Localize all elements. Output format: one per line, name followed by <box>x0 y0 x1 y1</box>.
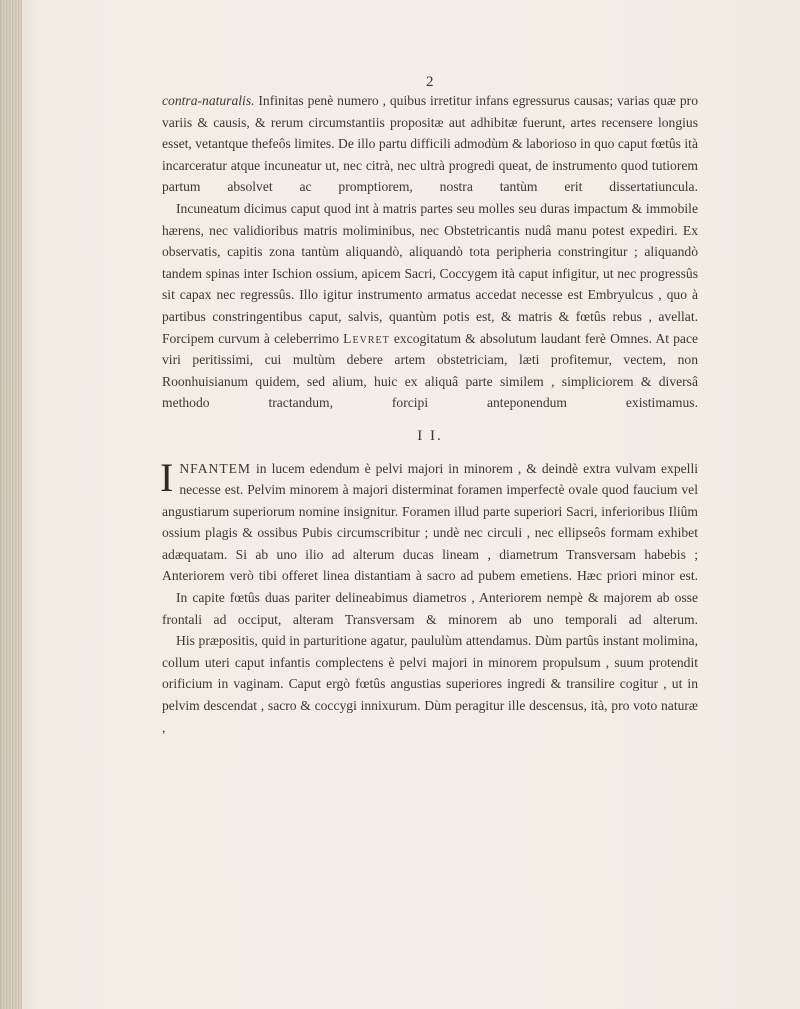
paragraph-section-2 <box>162 587 698 630</box>
section-heading: I I. <box>417 427 443 444</box>
author-name: Levret <box>343 330 390 346</box>
paragraph-text: His præpositis, quid in parturitione agatur, paululùm attendamus. Dùm partûs instant molimina, collum uteri caput infantis complectens è pelvi majori in minorem propulsum , suum protendit orificium in vaginam. Caput ergò fœtûs angustias superiores ingredi & transilire cogitur , ut in pelvim descendat , sacro & coccygi innixurum. Dùm peragitur ille descensus, ità, pro voto naturæ , <box>162 633 698 735</box>
lead-word: NFANTEM <box>179 460 252 476</box>
paragraph-text: in lucem edendum è pelvi majori in minorem , & deindè extra vulvam expelli necesse est. Pelvim minorem à majori disterminat foramen imperfectè ovale quod faucium vel angustiarum superiorum nomine insignitur. Foramen illud parte superiori Sacri, inferioribus Iliûm ossium plagis & ossibus Pubis circumscribitur ; undè nec circuli , nec ellipseôs formam exhibet adæquatam. Si ab uno ilio ad alterum ducas lineam , diametrum Transversam habebis ; Anteriorem verò tibi offeret linea distantiam à sacro ad pubem emetiens. Hæc priori minor est. <box>162 460 698 584</box>
body-text <box>162 90 698 738</box>
paragraph-text: Incuneatum dicimus caput quod int à matris partes seu molles seu duras impactum & immobile hærens, nec validioribus matris moliminibus, nec Obstetricantis nudâ manu potest expediri. Ex observatis, capitis zona tantùm aliquandò, aliquandò tota peripheria constringitur ; aliquandò tandem spinas inter Ischion ossium, apicem Sacri, Coccygem ità caput infigitur, ut nec progressûs sit capax nec regressûs. Illo igitur instrumento armatus accedat necesse est Embryulcus , quo à partibus constringentibus caput, salvis, quantùm potis est, & matris & fœtûs rebus , avellat. Forcipem curvum à celeberrimo <box>162 200 698 346</box>
paragraph-text: excogitatum & absolutum laudant ferè Omnes. At pace viri peritissimi, cui multùm debere artem obstetriciam, læti profitemur, vectem, non Roonhuisianum quidem, sed alium, huic ex aliquâ parte similem , simpliciorem & diversâ methodo tractandum, forcipi anteponendum existimamus. <box>162 330 699 411</box>
page-number: 2 <box>426 74 434 90</box>
paragraph-text: In capite fœtûs duas pariter delineabimus diametros , Anteriorem nempè & majorem ab osse frontali ad occiput, alteram Transversam & minorem ab uno temporali ad alterum. <box>162 590 698 627</box>
paragraph-section-1 <box>160 454 698 588</box>
paragraph-text: Infinitas penè numero , quibus irretitur infans egressurus causas; varias quæ pro variis & causis, & rerum circumstantiis propositæ aut adhibitæ fuerunt, artes recensere longius esset, vetantque thefeôs limites. De illo partu difficili admodùm & laborioso in quo caput fœtûs ità incarceratur atque incuneatur ut, nec citrà, nec ultrà progredi queat, de instrumento quod tutiorem partum absolvet ac promptiorem, nostra tantùm erit dissertatiuncula. <box>162 93 698 195</box>
binding-edge <box>0 0 22 1009</box>
drop-cap: I <box>160 454 174 500</box>
italic-lead: contra-naturalis. <box>162 93 255 108</box>
paragraph-intro-1 <box>162 90 698 198</box>
paragraph-section-3 <box>162 630 698 738</box>
paragraph-intro-2 <box>162 198 698 414</box>
